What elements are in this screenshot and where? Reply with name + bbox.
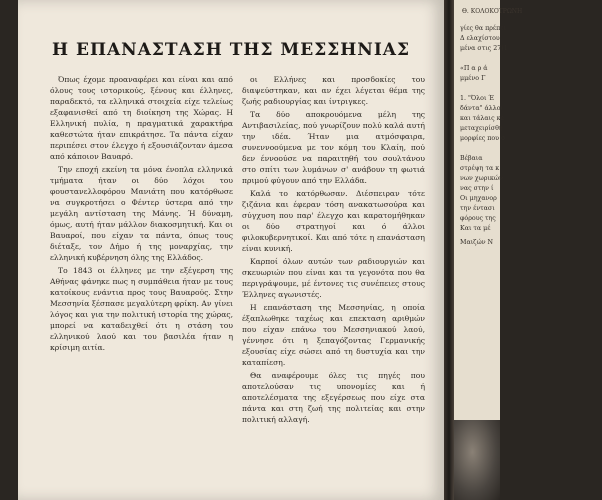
text-line: «Π α ρ ά [460,65,488,72]
text-line: την έντασι [460,205,495,212]
text-line: νας στην ί [460,185,494,192]
facing-page-text [460,24,600,248]
text-line: μεταχειρίσθη [460,125,503,132]
photo [454,420,500,500]
text-line: Οι μηχανορ [460,195,497,202]
paragraph: οι Ελλήνες και προσδοκίες του διαψεύστηκαν, και αν έχει λέγεται θέμα της ζωής ραδιουργίας και ίντριγκες. [242,75,425,106]
paragraph: Καρποί όλων αυτών των ραδιουργιών και σκευωριών που είναι και τα γεγονότα που θα περιγράψουμε, μέ έντονες τις συνέπειες στους Έλληνες αγωνιστές. [242,257,425,299]
text-line: νων χωρικών [460,175,503,182]
text-line: μορφίες που σ [460,135,506,142]
text-line: φόρους της [460,215,496,222]
text-line: μένα στις 27)1 [460,45,508,52]
article-title: Η ΕΠΑΝΑΣΤΑΣΗ ΤΗΣ ΜΕΣΣΗΝΙΑΣ [52,40,410,60]
text-line: Δ ελαχίστου [460,35,500,42]
facing-page [454,0,523,500]
text-line: Βέβαια [460,155,483,162]
paragraph: Την εποχή εκείνη τα μόνα ένοπλα ελληνικά τμήματα ήταν οι δύο λόχοι του φουστανελλοφόρου Μανιάτη που κατόρθωσε να συγκροτήσει ο Φέντερ ύστερα από την μεγάλη αντίσταση της Μάνης. Ή δύναμη, όμως, αυτή ήταν μάλλον διακοσμητική. Και οι Βαυαροί, που είχαν τα πάντα, όπως τους διέταξε, τον Δήμο ή της μοναρχίας, την ελληνική κυβέρνηση όλης της Ελλάδος. [50,165,233,262]
text-line: μμένο Γ [460,75,486,82]
paragraph: Θα αναφέρουμε όλες τις πηγές που αποτελούσαν τις υπονομίες και ή αποτελέσματα της εξεγέρσεως που είχε στα πάντα και στη ζωή της πολιτείας και στην πολιτική αλλαγή. [242,371,425,424]
paragraph: Το 1843 οι έλληνες με την εξέγερση της Αθήνας φάνηκε πως η συμπάθεια ήταν με τους κατοίκους ενάντια προς τους Βαυαρούς. Στην Μεσσηνία ξέσπασε μεγαλύτερη φρίκη. Αν γίνει λόγος και για την πολιτική ιστορία της χώρας, μπορεί να καταδειχθεί ότι η στάση του ελληνικού λαού και του βασιλέα ήταν η κρίσιμη αιτία. [50,266,233,352]
book-gutter [444,0,454,500]
photo-caption: Μαιζών Ν [460,239,494,246]
paragraph: Η επανάσταση της Μεσσηνίας, η οποία έξαπλωθηκε ταχέως και επεκταση αριθμών που είχαν επάνω του Μεσσηνιακού λαού, γέννησε ότι η ξεπαγόζοντας Γερμανικής εξουσίας είχε σώσει από τη δυστυχία και την καταπίεση. [242,303,425,367]
text-line: και τάλαις κε [460,115,504,122]
text-line: δάντα" άλλοι [460,105,503,112]
text-line [460,54,600,64]
text-line [460,144,600,154]
paragraph: Τα δύο αποκρουόμενα μέλη της Αντιβασιλείας, πού γνωρίζουν πολύ καλά αυτή την ιδέα. Ήταν μια ατμόσφαιρα, συνεννοούμενα με τον κόμη του Κλαίη, πού δεν έννοούσε να παραιτηθή του σουλτάνου στο σπίτι των λυμάνων σ' ανάβουν τη φωτιά πριμού φύγουν από την Ελλάδα. [242,110,425,185]
left-column [50,74,233,500]
paragraph: Όπως έχομε προαναφέρει και είναι και από όλους τους ιστορικούς, ξένους και έλληνες, παραδεκτό, τα ελληνικά στοιχεία είχε τελείως εξαφανισθεί από τη διοίκηση της Χώρας. Η Ελληνική πυλία, η πραγματικά χαρακτήρα καθεστώτα ήταν επικράτησε. Τα πάντα είχαν περιπέσει στον έλεγχο ή εξουσιάζονταν άμεσα από κάποιον Βαυαρό. [50,75,233,161]
text-line: γίες θα πρέπει [460,25,507,32]
running-header: Θ. ΚΟΛΟΚΟΤΡΩΝΗ [462,8,523,15]
text-line: στρέψη τα κ [460,165,500,172]
right-column [242,74,425,500]
left-page [18,0,444,500]
text-line [460,84,600,94]
text-line: 1. "Όλοι Έ [460,95,495,102]
text-line: Και τα μέ [460,225,491,232]
paragraph: Καλά το κατόρθωσαν. Διέσπειραν τότε ζιζάνια και έφεραν τόση ανακατωσούρα και σύγχυση που παρ' έλεγχο και καρατομήθηκαν οι δύο στρατηγοί και ό άλλοι φιλοκυβερνητικοί. Και από τότε η επανάσταση είναι κυνική. [242,189,425,253]
